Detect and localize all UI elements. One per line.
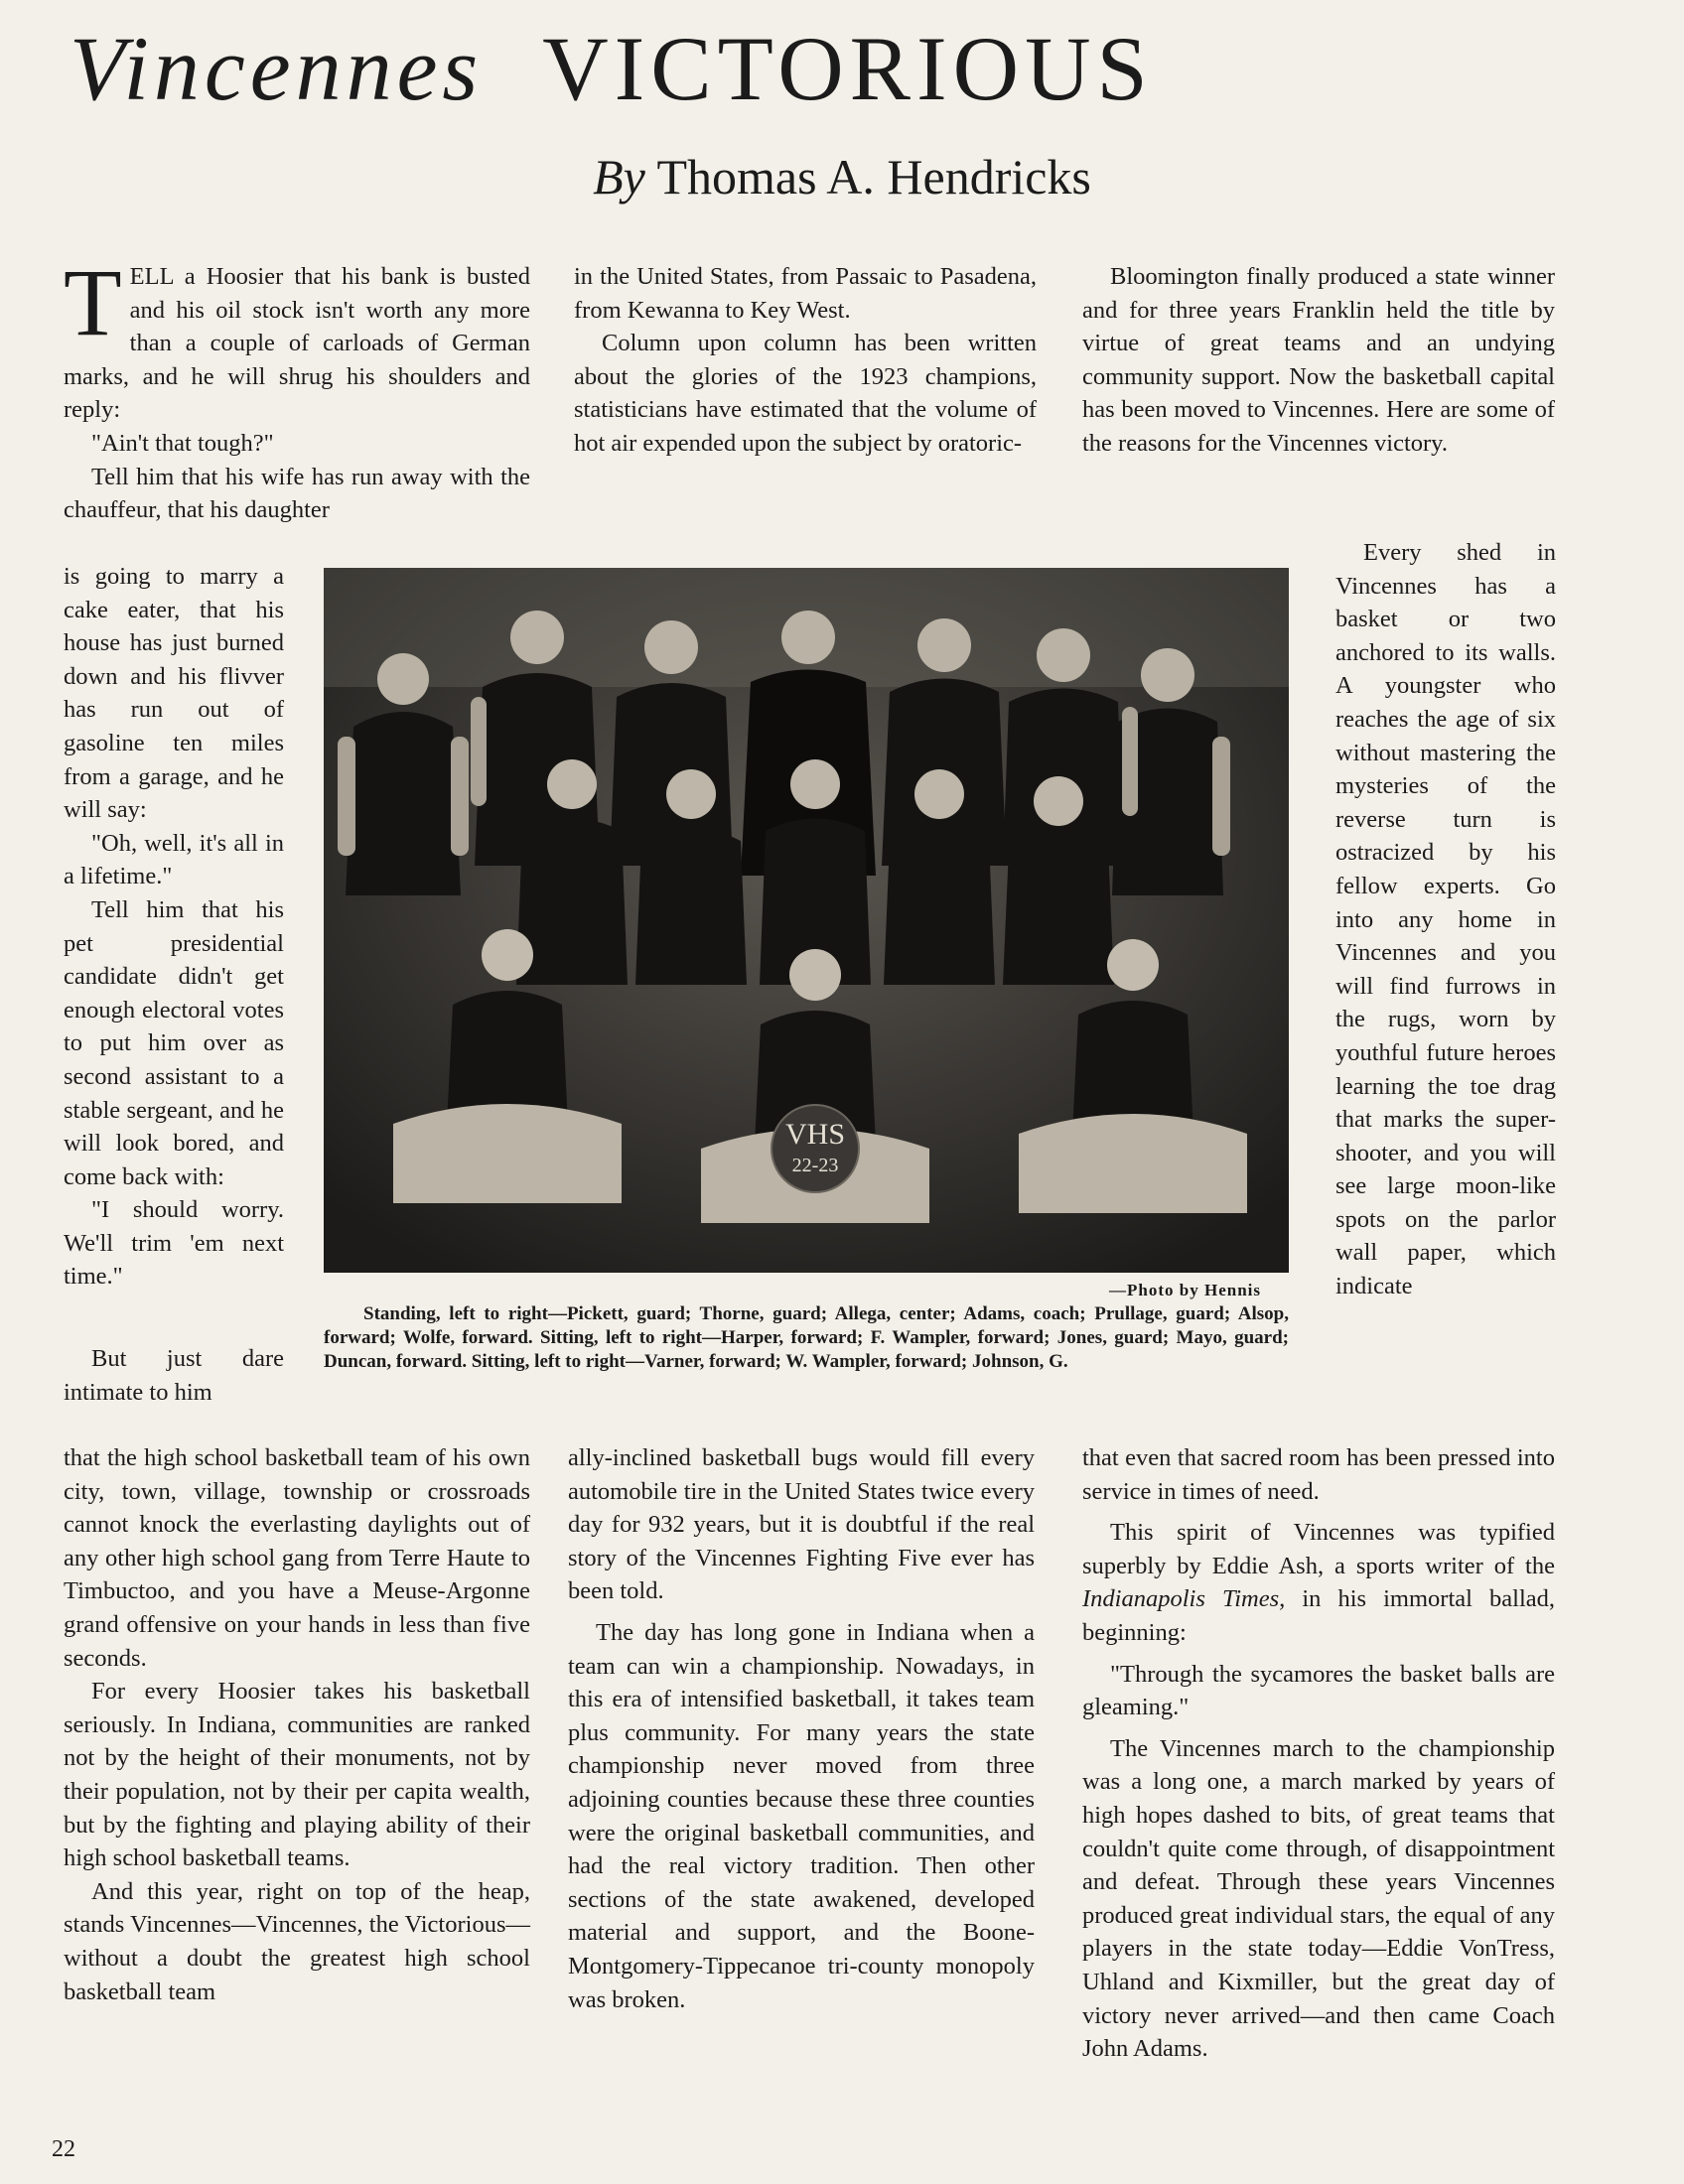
paragraph: "Oh, well, it's all in a lifetime." [64,829,284,890]
column-2-top [574,260,1037,461]
byline [0,147,1684,206]
paragraph: that the high school basketball team of his own city, town, village, township or crossroads cannot knock the everlasting daylights out of any other high school gang from Terre Haute to Timbuctoo, and you have a Meuse-Argonne grand offensive on your hands in less than five seconds. [64,1444,530,1672]
paragraph: ally-inclined basketball bugs would fill every automobile tire in the United States twice every day for 932 years, but it is doubtful if the real story of the Vincennes Fighting Five ever has been told. [568,1444,1035,1605]
byline-author: Thomas A. Hendricks [656,149,1091,205]
paragraph: Every shed in Vincennes has a basket or two anchored to its walls. A youngster who reaches the age of six without mastering the mysteries of the reverse turn is ostracized by his fellow experts. Go into any home in Vincennes and you will find furrows in the rugs, worn by youthful future heroes learning the toe drag that marks the super-shooter, and you will see large moon-like spots on the parlor wall paper, which indicate [1335,539,1556,1300]
team-photo-illustration [324,568,1289,1273]
paragraph: "Ain't that tough?" [91,429,274,457]
paragraph: Column upon column has been written about the glories of the 1923 champions, statisticians have estimated that the volume of hot air expended upon the subject by oratoric- [574,330,1037,457]
paragraph: But just dare intimate to him [64,1345,284,1406]
page-number: 22 [52,2136,75,2162]
paragraph: in the United States, from Passaic to Pasadena, from Kewanna to Key West. [574,263,1037,324]
article-title [70,14,1559,123]
paragraph: is going to marry a cake eater, that his house has just burned down and his flivver has run out of gasoline ten miles from a garage, and he will say: [64,563,284,824]
ball-text-vhs: VHS [784,1118,846,1151]
paragraph: "I should worry. We'll trim 'em next time." [64,1196,284,1291]
paragraph: TELL a Hoosier that his bank is busted and his oil stock isn't worth any more than a couple of carloads of German marks, and he will shrug his shoulders and reply: [64,249,530,424]
paragraph: The day has long gone in Indiana when a team can win a championship. Nowadays, in this era of intensified basketball, it takes team plus community. For many years the state championship never moved from three adjoining counties because these three counties were the original basketball communities, and had the real victory tradition. Then other sections of the state awakened, developed material and support, and the Boone-Montgomery-Tippecanoe tri-county monopoly was broken. [568,1618,1035,2013]
paragraph: Tell him that his pet presidential candidate didn't get enough electoral votes to put him over as second assistant to a stable sergeant, and he will look bored, and come back with: [64,895,284,1190]
paragraph: "Through the sycamores the basket balls are gleaming." [1082,1660,1555,1721]
byline-by: By [593,149,645,205]
column-1-narrow-2 [64,1342,284,1409]
title-victorious: VICTORIOUS [542,18,1154,119]
paragraph: that even that sacred room has been pressed into service in times of need. [1082,1444,1555,1505]
paragraph: The Vincennes march to the championship was a long one, a march marked by years of high hopes dashed to bits, of great teams that couldn't quite come through, of disappointment and defeat. Through these years Vincennes produced great individual stars, the equal of any players in the state today—Eddie VonTress, Uhland and Kixmiller, but the great day of victory never arrived—and then came Coach John Adams. [1082,1734,1555,2063]
column-1-narrow [64,560,284,1294]
paragraph: And this year, right on top of the heap, stands Vincennes—Vincennes, the Victorious—without a doubt the greatest high school basketball team [64,1877,530,2005]
column-3-top [1082,260,1555,461]
title-vincennes: Vincennes [70,18,484,119]
team-photo [324,568,1289,1273]
drop-cap: T [64,249,122,355]
column-1-bottom [64,1441,530,2008]
column-3-bottom [1082,1441,1555,2066]
column-1-top [64,249,530,527]
paragraph: This spirit of Vincennes was typified superbly by Eddie Ash, a sports writer of the Indianapolis Times, in his immortal ballad, beginning: [1082,1519,1556,1646]
photo-credit: —Photo by Hennis [1109,1281,1261,1299]
ball-text-year: 22-23 [791,1155,839,1176]
paragraph: Bloomington finally produced a state winner and for three years Franklin held the title by virtue of great teams and an undying community support. Now the basketball capital has been moved to Vincennes. Here are some of the reasons for the Vincennes victory. [1082,263,1555,457]
column-2-bottom [568,1441,1035,2016]
column-3-narrow [1335,536,1556,1303]
photo-caption: Standing, left to right—Pickett, guard; Thorne, guard; Allega, center; Adams, coach; Prullage, guard; Alsop, forward; Wolfe, forward. Sitting, left to right—Harper, forward; F. Wampler, forward; Jones, guard; Mayo, guard; Duncan, forward. Sitting, left to right—Varner, forward; W. Wampler, forward; Johnson, G. [324,1303,1289,1372]
paragraph: Tell him that his wife has run away with the chauffeur, that his daughter [64,463,530,524]
paragraph: For every Hoosier takes his basketball seriously. In Indiana, communities are ranked not by the height of their monuments, not by their population, not by their per capita wealth, but by the fighting and playing ability of their high school basketball teams. [64,1678,530,1872]
